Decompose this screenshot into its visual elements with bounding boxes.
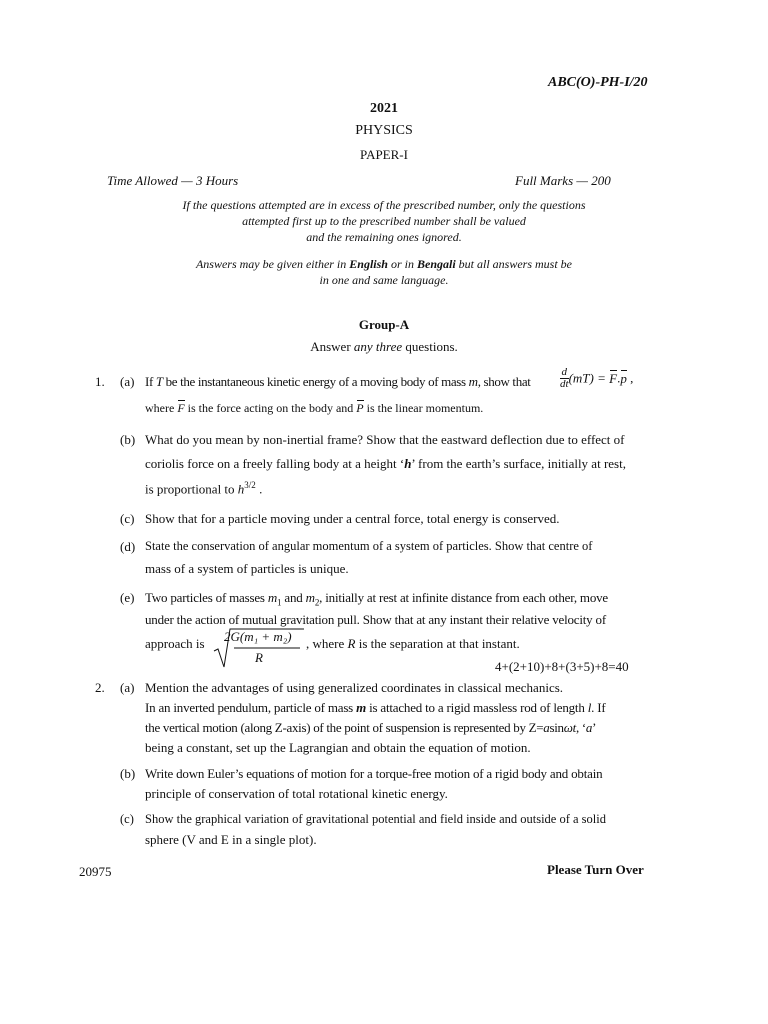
paper-title: PAPER-I [360, 147, 408, 162]
full-marks: Full Marks — 200 [515, 173, 611, 188]
question-2c-line-1: Show the graphical variation of gravitational potential and field inside and outside of a solid [145, 812, 606, 826]
question-2a-line-1: Mention the advantages of using generalized coordinates in classical mechanics. [145, 680, 564, 695]
language-instruction: Answers may be given either in English or in Bengali but all answers must be [195, 257, 573, 271]
question-1a-line-2: where F is the force acting on the body and P is the linear momentum. [145, 401, 484, 415]
please-turn-over: Please Turn Over [547, 862, 644, 877]
question-1a-label: (a) [120, 374, 135, 389]
force-vector: F [609, 370, 618, 386]
question-1e-line-1: Two particles of masses $m_1$ and $m_2$, initially at rest at infinite distance from each other, move [145, 590, 609, 608]
question-1-number: 1. [95, 374, 105, 389]
question-1d-line-2: mass of a system of particles is unique. [145, 561, 349, 576]
time-allowed: Time Allowed — 3 Hours [107, 173, 239, 188]
question-1d-line-1: State the conservation of angular momentum of a system of particles. Show that centre of [145, 539, 593, 553]
language-instruction-line-2: in one and same language. [319, 273, 449, 287]
question-1b-line-2: coriolis force on a freely falling body at a height ‘h’ from the earth’s surface, initially at rest, [145, 456, 626, 471]
question-1e-line-3-start: approach is [145, 636, 205, 651]
sqrt-numerator: 2G(m₁ + m₂) [224, 629, 292, 644]
question-2c-line-2: sphere (V and E in a single plot). [145, 832, 317, 847]
question-2b-line-2: principle of conservation of total rotational kinetic energy. [145, 786, 448, 801]
derivative-fraction: $\frac{d}{dt}$ [560, 366, 569, 390]
sqrt-denominator: R [255, 650, 263, 665]
question-1e-line-3-end: , where R is the separation at that instant. [306, 636, 520, 651]
question-2b-line-1: Write down Euler’s equations of motion for a torque-free motion of a rigid body and obtain [145, 766, 603, 781]
paper-code: ABC(O)-PH-I/20 [548, 75, 648, 90]
question-1d-label: (d) [120, 539, 136, 554]
question-1a-line-1: If T be the instantaneous kinetic energy of a moving body of mass m, show that [145, 374, 531, 389]
instruction-line-1: If the questions attempted are in excess of the prescribed number, only the questions [182, 198, 586, 212]
subject-title: PHYSICS [355, 123, 413, 138]
question-1e-label: (e) [120, 590, 135, 605]
instruction-line-2: attempted first up to the prescribed number shall be valued [242, 214, 526, 228]
question-2b-label: (b) [120, 766, 136, 781]
question-2a-line-2: In an inverted pendulum, particle of mass m is attached to a rigid massless rod of length l. If [145, 700, 606, 715]
question-1e-line-2: under the action of mutual gravitation pull. Show that at any instant their relative velocity of [145, 612, 606, 627]
question-1c-line-1: Show that for a particle moving under a central force, total energy is conserved. [145, 511, 560, 526]
question-1c-label: (c) [120, 511, 135, 526]
momentum-vector: p [620, 370, 627, 386]
question-1b-label: (b) [120, 432, 136, 447]
instruction-line-3: and the remaining ones ignored. [306, 230, 462, 244]
footer-code: 20975 [79, 864, 112, 879]
question-1b-line-3: is proportional to $h^{3/2}$ . [145, 480, 263, 497]
question-2a-line-3: the vertical motion (along Z-axis) of the point of suspension is represented by Z=asinωt, ‘a’ [145, 720, 597, 735]
question-2-number: 2. [95, 680, 105, 695]
group-title: Group-A [358, 317, 410, 332]
question-2a-line-4: being a constant, set up the Lagrangian and obtain the equation of motion. [145, 740, 531, 755]
question-2a-label: (a) [120, 680, 135, 695]
question-1-marks: 4+(2+10)+8+(3+5)+8=40 [495, 659, 629, 674]
exam-year: 2021 [370, 101, 398, 116]
question-1a-equation: $\frac{d}{dt}$ (mT) = F.p , [560, 366, 634, 390]
group-note: Answer any three questions. [310, 339, 458, 354]
question-2c-label: (c) [120, 812, 134, 826]
question-1b-line-1: What do you mean by non-inertial frame? Show that the eastward deflection due to effect of [145, 432, 625, 447]
